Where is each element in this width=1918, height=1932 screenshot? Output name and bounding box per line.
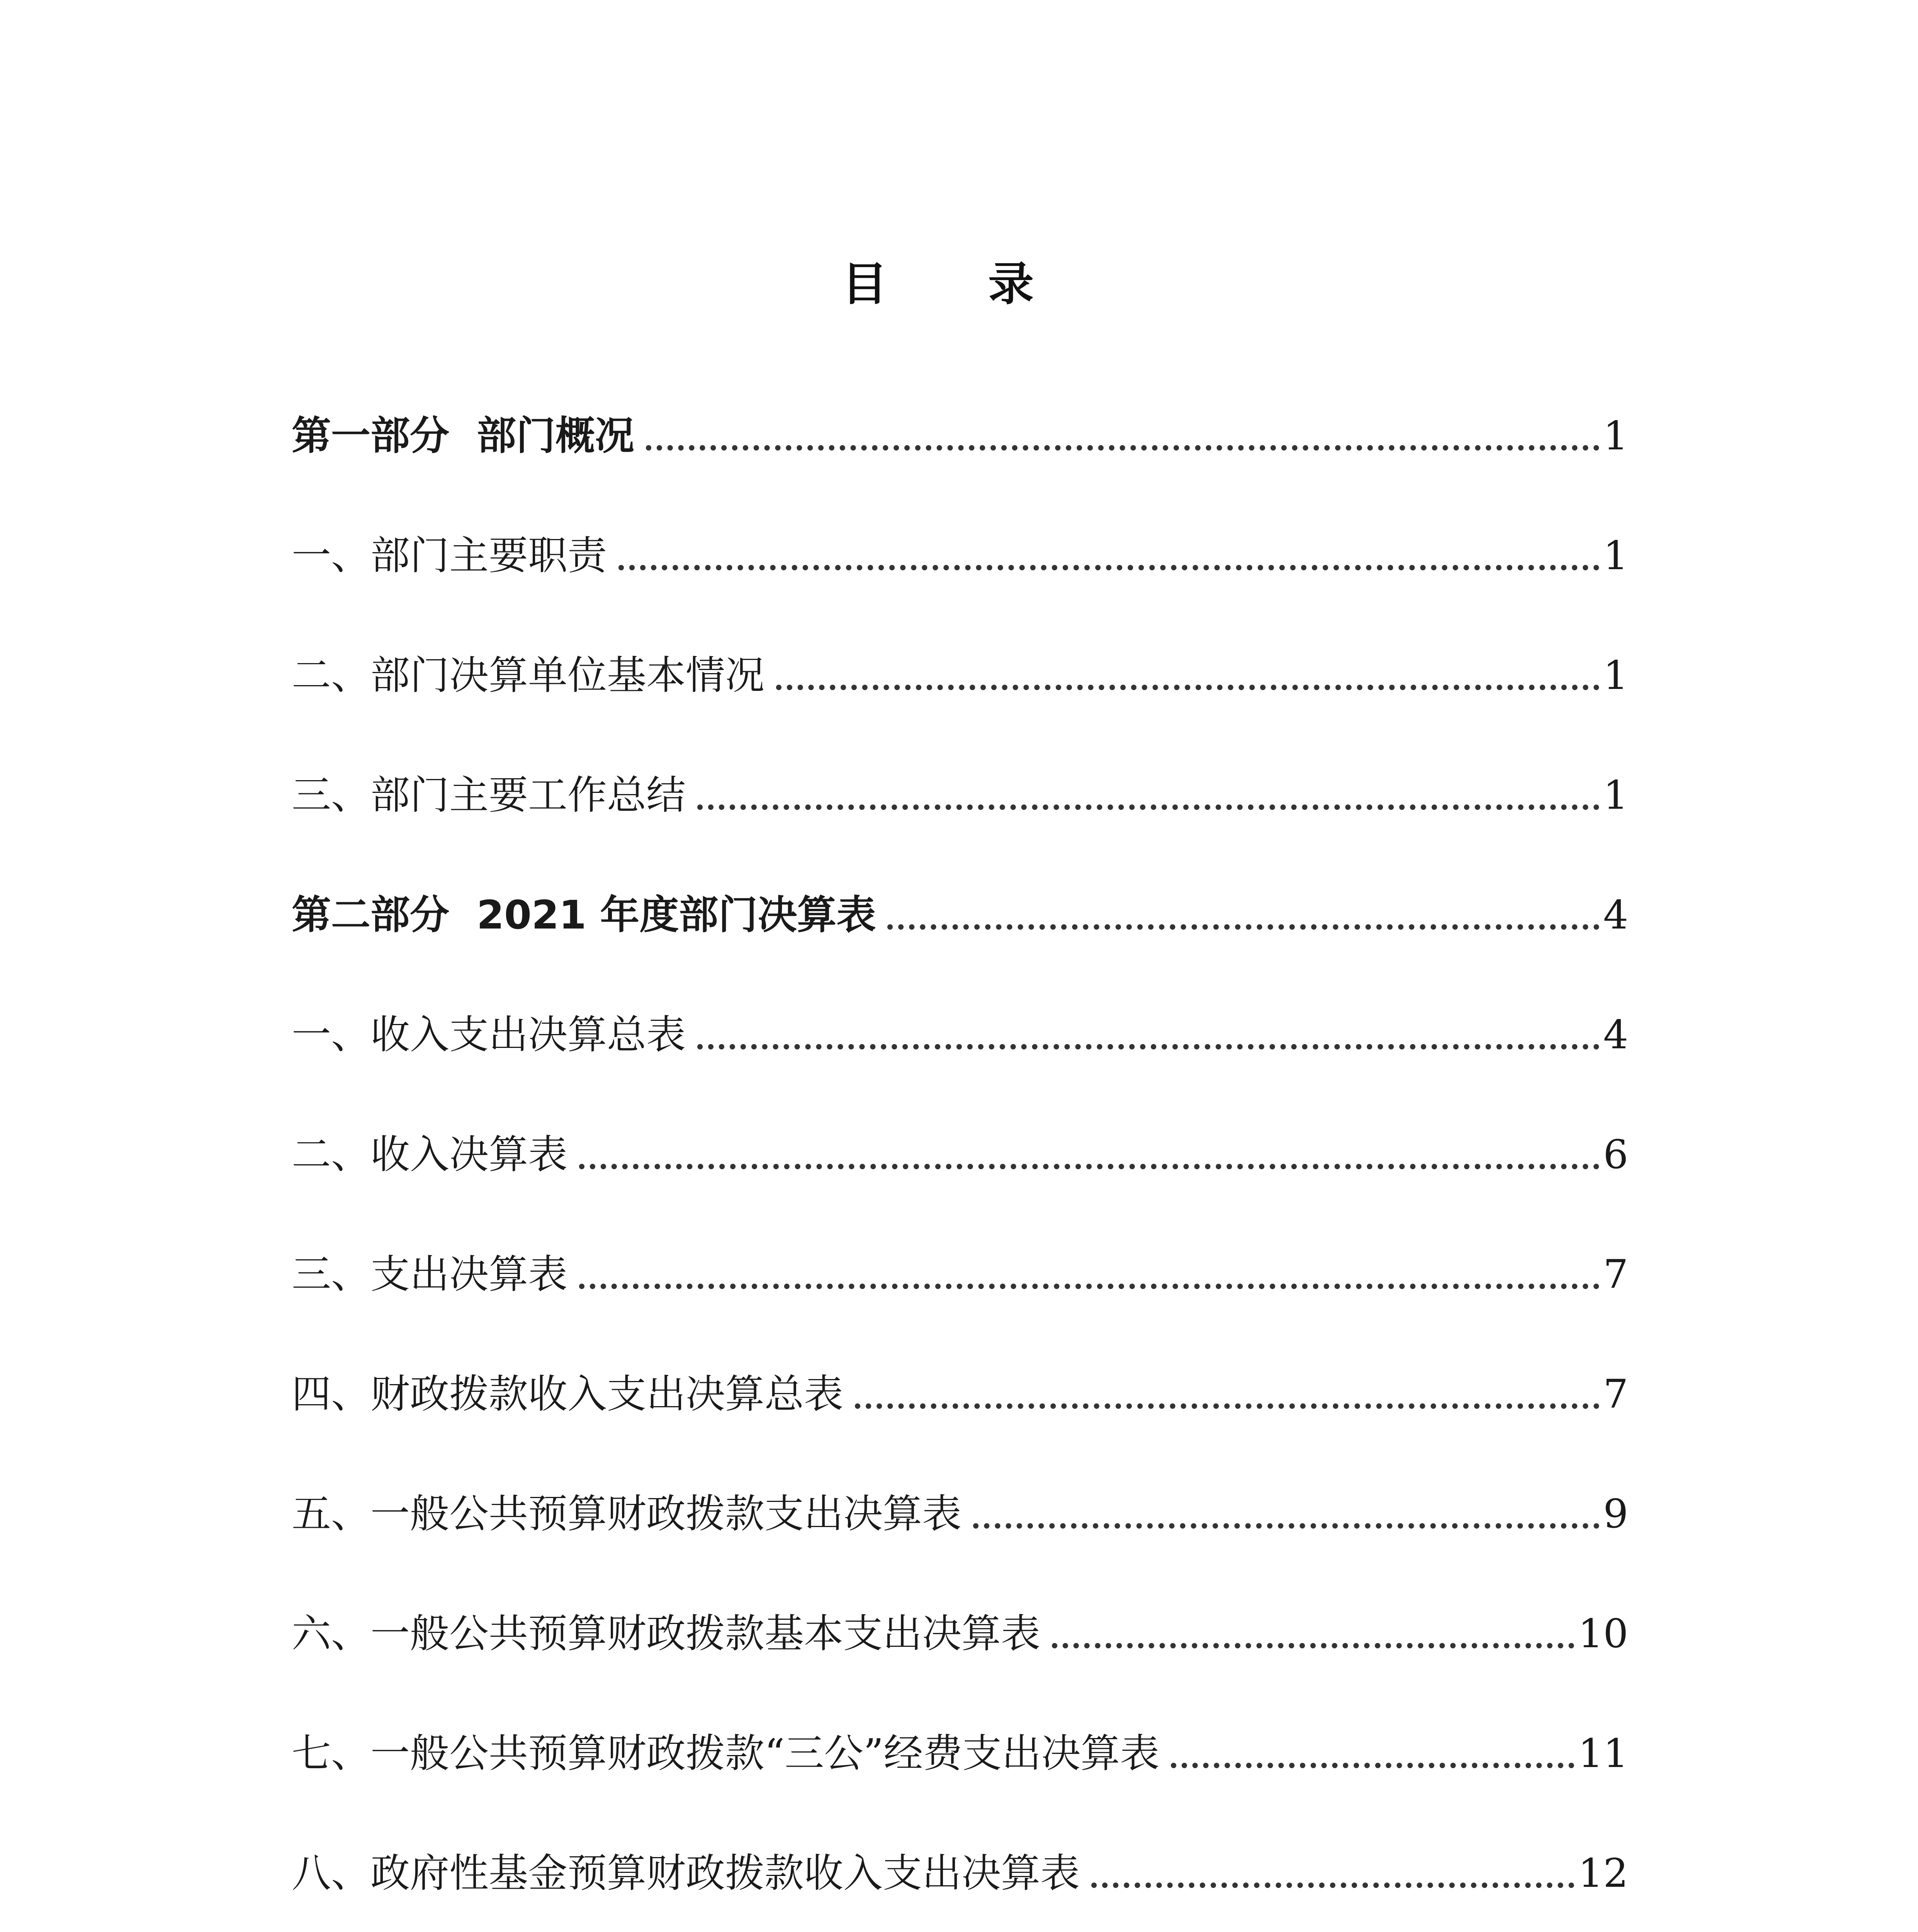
toc-entry-label: 一、部门主要职责 [292, 533, 607, 579]
toc-page-number: 7 [1603, 1252, 1628, 1298]
toc-entry-part-2[interactable] [292, 881, 1628, 938]
toc-entry-label: 四、财政拨款收入支出决算总表 [292, 1371, 843, 1417]
toc-title: 目 录 [841, 257, 1077, 311]
toc-leader-dots [579, 1164, 1599, 1169]
toc-leader-dots [776, 685, 1599, 690]
toc-leader-dots [1052, 1643, 1574, 1648]
toc-page-number: 6 [1603, 1132, 1628, 1178]
toc-entry[interactable] [292, 1600, 1628, 1657]
toc-leader-dots [618, 565, 1599, 570]
toc-entry-label: 三、支出决算表 [292, 1252, 567, 1298]
toc-leader-dots [697, 1044, 1599, 1049]
toc-page-number: 1 [1603, 413, 1628, 459]
toc-page-number: 1 [1603, 653, 1628, 699]
toc-page-number: 12 [1578, 1850, 1628, 1896]
toc-entry-label: 七、一般公共预算财政拨款“三公”经费支出决算表 [292, 1731, 1160, 1777]
toc-entry[interactable] [292, 641, 1628, 699]
toc-leader-dots [697, 804, 1599, 810]
toc-entry[interactable] [292, 1001, 1628, 1058]
toc-entry-label: 二、收入决算表 [292, 1132, 567, 1178]
toc-page-number: 11 [1578, 1731, 1628, 1777]
toc-page-number: 1 [1603, 533, 1628, 579]
toc-entry[interactable] [292, 1719, 1628, 1777]
toc-leader-dots [855, 1403, 1599, 1409]
toc-entry[interactable] [292, 522, 1628, 579]
toc-entry-label: 一、收入支出决算总表 [292, 1012, 686, 1058]
toc-leader-dots [1171, 1763, 1574, 1768]
toc-entry-part-1[interactable] [292, 402, 1628, 459]
toc-leader-dots [973, 1523, 1599, 1529]
toc-entry-label: 六、一般公共预算财政拨款基本支出决算表 [292, 1611, 1040, 1657]
toc-page-number: 1 [1603, 772, 1628, 818]
toc-entry[interactable] [292, 1839, 1628, 1896]
toc-entry-label: 第一部分 部门概况 [292, 413, 635, 459]
toc-entry[interactable] [292, 1121, 1628, 1178]
toc-leader-dots [1091, 1883, 1574, 1888]
toc-leader-dots [887, 924, 1599, 930]
toc-entry-label: 八、政府性基金预算财政拨款收入支出决算表 [292, 1850, 1080, 1896]
toc-page-number: 4 [1603, 1012, 1628, 1058]
toc-entry[interactable] [292, 1240, 1628, 1298]
toc-leader-dots [579, 1284, 1599, 1289]
toc-entry[interactable] [292, 1360, 1628, 1417]
toc-page-number: 7 [1603, 1371, 1628, 1417]
toc-page-number: 10 [1578, 1611, 1628, 1657]
toc-page-number: 4 [1603, 892, 1628, 938]
toc-entry-label: 二、部门决算单位基本情况 [292, 653, 764, 699]
toc-entry-label: 五、一般公共预算财政拨款支出决算表 [292, 1491, 962, 1537]
toc-entry-label: 三、部门主要工作总结 [292, 772, 686, 818]
toc-entry[interactable] [292, 761, 1628, 818]
toc-leader-dots [646, 445, 1599, 451]
toc-entry[interactable] [292, 1480, 1628, 1537]
toc-entry-label: 第二部分 2021 年度部门决算表 [292, 892, 876, 938]
toc-page-number: 9 [1603, 1491, 1628, 1537]
